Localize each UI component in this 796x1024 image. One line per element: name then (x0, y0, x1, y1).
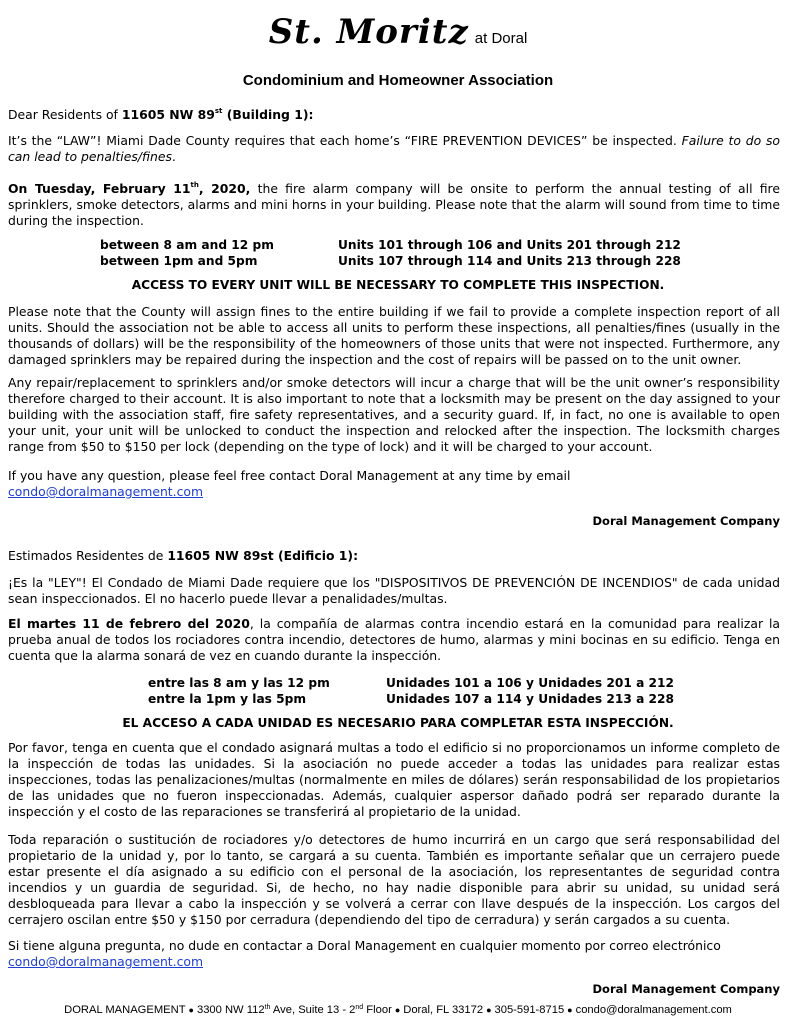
greeting-address (122, 107, 314, 122)
footer-company: DORAL MANAGEMENT (64, 1004, 186, 1016)
law-text: It’s the “LAW”! Miami Dade County requires that each home’s “FIRE PREVENTION DEVICES” be inspected. (8, 133, 682, 148)
access-notice-english: ACCESS TO EVERY UNIT WILL BE NECESSARY TO COMPLETE THIS INSPECTION. (131, 278, 665, 292)
greeting-prefix: Dear Residents of (8, 107, 122, 122)
paragraph-repairs-spanish: Toda reparación o sustitución de rociadores y/o detectores de humo incurrirá en un cargo que será responsabilidad del propietario de la unidad y, por lo tanto, se cargará a su cuenta. También es importante señalar que un cerrajero puede estar presente el día asignado a su edificio con el personal de la asociación, los representantes de seguridad contra incendios y un guardia de seguridad. Si, de hecho, no hay nadie disponible para abrir su unidad, su unidad será desbloqueada para llevar a cabo la inspección y se volverá a cerrar con llave después de la inspección. Los cargos del cerrajero oscilan entre $50 y $150 por cerradura (dependiendo del tipo de cerradura) y serán cargados a su cuenta. (8, 832, 780, 927)
greeting-address-sup: st (214, 107, 223, 115)
schedule-time-2: between 1pm and 5pm (100, 254, 258, 268)
greeting-english (8, 107, 780, 123)
association-subtitle: Condominium and Homeowner Association (242, 72, 554, 89)
footer-phone: 305-591-8715 (494, 1004, 565, 1016)
schedule-units-es-2: Unidades 107 a 114 y Unidades 213 a 228 (386, 692, 674, 706)
paragraph-repairs-english: Any repair/replacement to sprinklers and/or smoke detectors will incur a charge that will be the unit owner’s responsibility therefore charged to their account. It is also important to note that a locksmith may be present on the day assigned to your building with the association staff, fire safety representatives, and a security guard. If, in fact, no one is available to open your unit, your unit will be unlocked to conduct the inspection and relocked after the inspection. The locksmith charges range from $50 to $150 per lock (depending on the type of lock) and it will be charged to your account. (8, 375, 780, 454)
date-bold-b: , 2020, (198, 181, 251, 196)
contact-english (8, 468, 780, 500)
footer-address (0, 1004, 796, 1016)
greeting-building: (Building 1): (222, 107, 314, 122)
date-bold-sup: th (190, 181, 199, 189)
law-end: . (171, 149, 176, 164)
access-notice-spanish: EL ACCESO A CADA UNIDAD ES NECESARIO PARA COMPLETAR ESTA INSPECCIÓN. (122, 716, 674, 730)
contact-spanish (8, 938, 780, 970)
paragraph-fines-spanish: Por favor, tenga en cuenta que el condado asignará multas a todo el edificio si no proporcionamos un informe completo de la inspección de todas las unidades. Si la asociación no puede acceder a todas las unidades para realizar estas inspecciones, todas las penalizaciones/multas (normalmente en miles de dólares) serán responsabilidad de los propietarios de las unidades que no fueron inspeccionadas. Además, cualquier aspersor dañado podrá ser reparado durante la inspección y el costo de las reparaciones se transferirá al propietario de la unidad. (8, 740, 780, 819)
greeting-address-text: 11605 NW 89 (121, 107, 215, 122)
email-link[interactable]: condo@doralmanagement.com (8, 484, 204, 499)
bullet-icon: ● (394, 1005, 401, 1015)
contact-text-es: Si tiene alguna pregunta, no dude en contactar a Doral Management en cualquier momento por correo electrónico (8, 938, 721, 953)
brand-suffix: at Doral (474, 30, 528, 47)
footer-city: Doral, FL 33172 (403, 1004, 484, 1016)
footer-address-a: 3300 NW 112 (196, 1004, 265, 1016)
signature-spanish: Doral Management Company (592, 982, 780, 996)
bullet-icon: ● (188, 1005, 194, 1015)
schedule-units-2: Units 107 through 114 and Units 213 through 228 (338, 254, 681, 268)
date-bold (8, 181, 250, 196)
bullet-icon: ● (567, 1005, 573, 1015)
footer-email[interactable]: condo@doralmanagement.com (575, 1004, 732, 1016)
law-italic: Failure to do so can lead to penalties/fines (8, 133, 780, 164)
paragraph-date-spanish (8, 616, 780, 664)
brand-header (0, 12, 796, 64)
greeting-prefix-es: Estimados Residentes de (8, 548, 168, 563)
footer-address-c: Floor (363, 1004, 392, 1016)
schedule-units-es-1: Unidades 101 a 106 y Unidades 201 a 212 (386, 676, 674, 690)
date-text: the fire alarm company will be onsite to perform the annual testing of all fire sprinklers, smoke detectors, alarms and mini horns in your building. Please note that the alarm will sound from time to time during the inspection. (8, 181, 780, 228)
date-bold-a: On Tuesday, February 11 (8, 181, 191, 196)
paragraph-law-english (8, 133, 780, 165)
footer-address-sup1: th (264, 1004, 271, 1011)
schedule-units-1: Units 101 through 106 and Units 201 through 212 (338, 238, 681, 252)
email-link-es[interactable]: condo@doralmanagement.com (8, 954, 204, 969)
paragraph-fines-english: Please note that the County will assign fines to the entire building if we fail to provide a complete inspection report of all units. Should the association not be able to access all units to perform these inspections, all penalties/fines (usually in the thousands of dollars) will be the responsibility of the homeowners of those units that were not inspected. Furthermore, any damaged sprinklers may be repaired during the inspection and the cost of repairs will be passed on to the unit owner. (8, 304, 780, 367)
footer-address-b: Ave, Suite 13 - 2 (270, 1004, 356, 1016)
paragraph-date-english (8, 181, 780, 229)
footer-address-sup2: nd (355, 1004, 364, 1011)
contact-text: If you have any question, please feel free contact Doral Management at any time by email (8, 468, 571, 483)
greeting-spanish (8, 548, 780, 564)
schedule-time-1: between 8 am and 12 pm (100, 238, 274, 252)
greeting-address-es: 11605 NW 89st (Edificio 1): (167, 548, 359, 563)
bullet-icon: ● (486, 1005, 492, 1015)
brand-logo: St. Moritz (268, 12, 469, 52)
schedule-time-es-2: entre la 1pm y las 5pm (148, 692, 307, 706)
date-bold-es: El martes 11 de febrero del 2020 (8, 616, 250, 631)
date-text-es: , la compañía de alarmas contra incendio estará en la comunidad para realizar la prueba anual de todos los rociadores contra incendio, detectores de humo, alarmas y mini bocinas en su edificio. Tenga en cuenta que la alarma sonará de vez en cuando durante la inspección. (8, 616, 780, 663)
paragraph-law-spanish: ¡Es la "LEY"! El Condado de Miami Dade requiere que los "DISPOSITIVOS DE PREVENCIÓN DE INCENDIOS" de cada unidad sean inspeccionados. El no hacerlo puede llevar a penalidades/multas. (8, 575, 780, 606)
signature-english: Doral Management Company (592, 514, 780, 528)
schedule-time-es-1: entre las 8 am y las 12 pm (148, 676, 330, 690)
